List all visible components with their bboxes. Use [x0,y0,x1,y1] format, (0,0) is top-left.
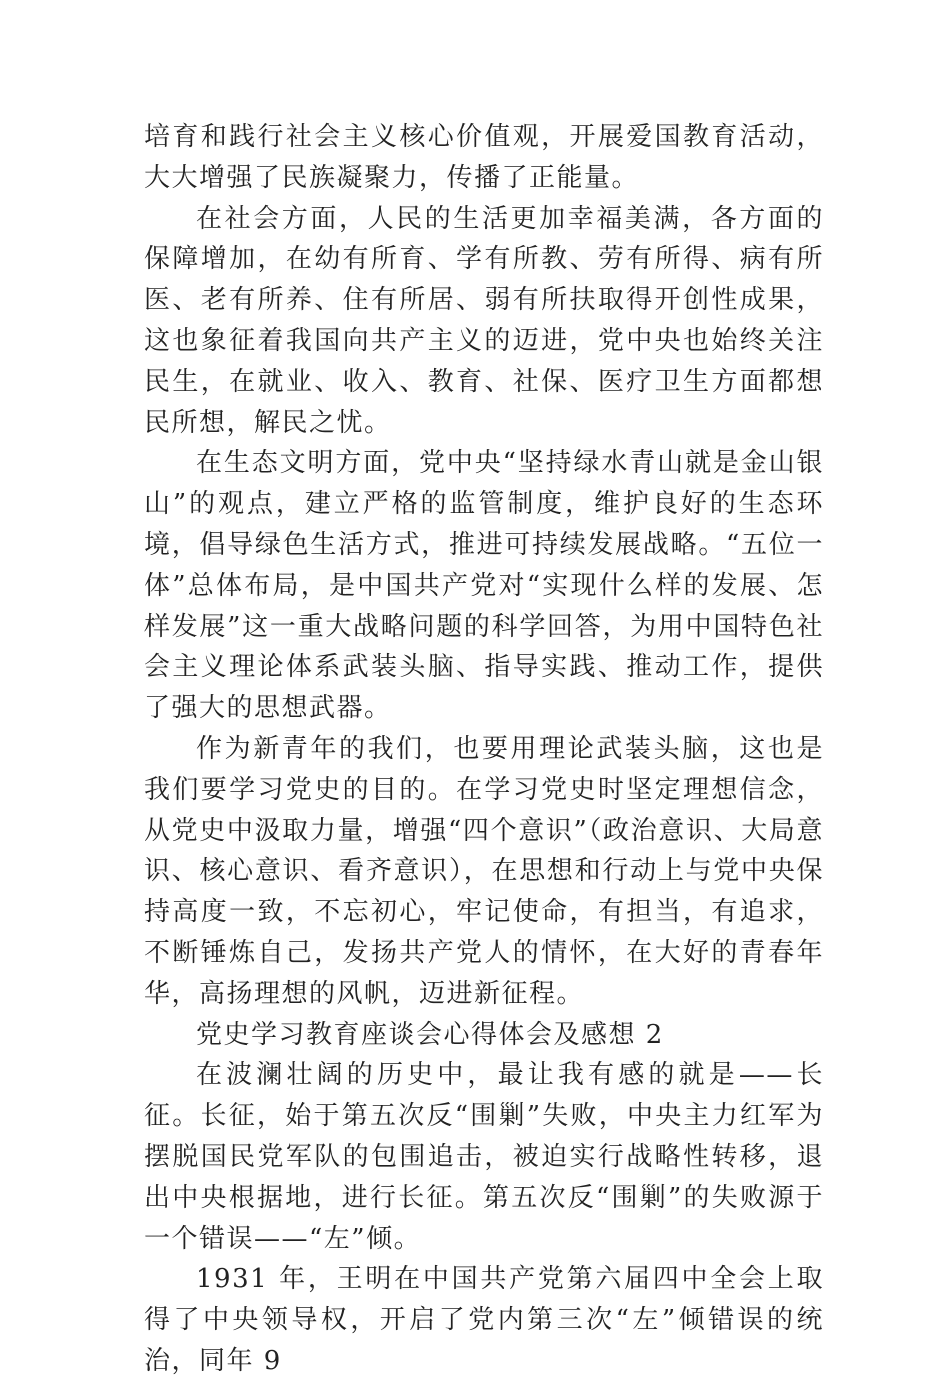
paragraph-youth: 作为新青年的我们，也要用理论武装头脑，这也是我们要学习党史的目的。在学习党史时坚定理想信念，从党史中汲取力量，增强“四个意识”（政治意识、大局意识、核心意识、看齐意识），在思想和行动上与党中央保持高度一致，不忘初心，牢记使命，有担当，有追求，不断锤炼自己，发扬共产党人的情怀，在大好的青春年华，高扬理想的风帆，迈进新征程。 [144,733,824,1009]
paragraph-continuation: 培育和践行社会主义核心价值观，开展爱国教育活动，大大增强了民族凝聚力，传播了正能量。 [144,122,824,193]
paragraph-social: 在社会方面，人民的生活更加幸福美满，各方面的保障增加，在幼有所育、学有所教、劳有所得、病有所医、老有所养、住有所居、弱有所扶取得开创性成果，这也象征着我国向共产主义的迈进，党中央也始终关注民生，在就业、收入、教育、社保、医疗卫生方面都想民所想，解民之忧。 [144,203,824,438]
paragraph-1931: 1931 年，王明在中国共产党第六届四中全会上取得了中央领导权，开启了党内第三次“左”倾错误的统治，同年 9 [144,1264,824,1376]
paragraph-ecology: 在生态文明方面，党中央“坚持绿水青山就是金山银山”的观点，建立严格的监管制度，维护良好的生态环境，倡导绿色生活方式，推进可持续发展战略。“五位一体”总体布局，是中国共产党对“实现什么样的发展、怎样发展”这一重大战略问题的科学回答，为用中国特色社会主义理论体系武装头脑、指导实践、推动工作，提供了强大的思想武器。 [144,448,824,724]
paragraph-long-march: 在波澜壮阔的历史中，最让我有感的就是——长征。长征，始于第五次反“围剿”失败，中央主力红军为摆脱国民党军队的包围追击，被迫实行战略性转移，退出中央根据地，进行长征。第五次反“围剿”的失败源于一个错误——“左”倾。 [144,1060,824,1254]
document-body [144,117,824,1382]
section-heading: 党史学习教育座谈会心得体会及感想 2 [196,1019,664,1050]
